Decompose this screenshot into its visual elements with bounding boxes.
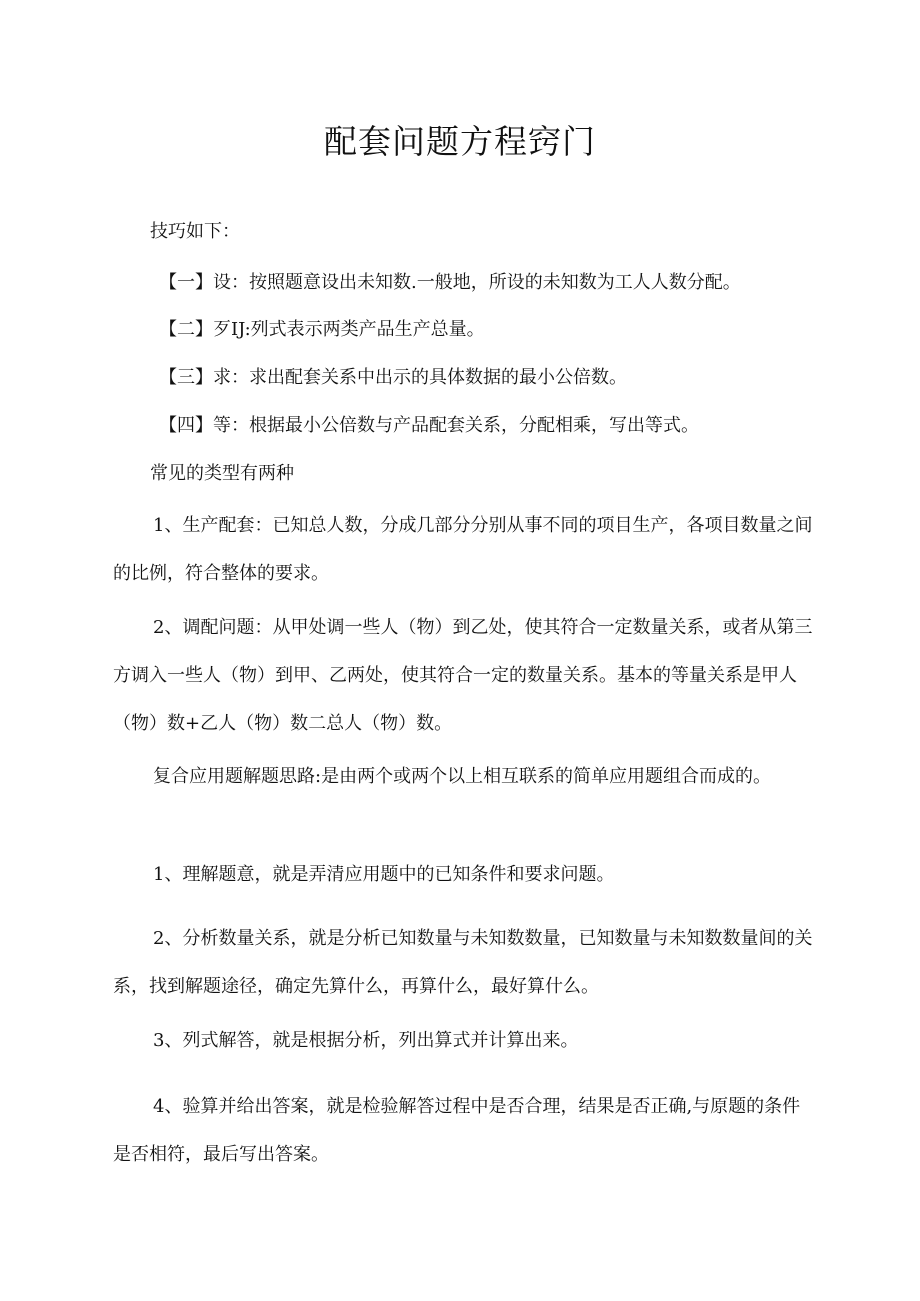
type-2-paragraph: 2、调配问题：从甲处调一些人（物）到乙处，使其符合一定数量关系，或者从第三方调入一些人（物）到甲、乙两处，使其符合一定的数量关系。基本的等量关系是甲人（物）数+乙人（物）数二总人（物）数。 <box>113 617 813 734</box>
document-title: 配套问题方程窍门 <box>324 122 596 161</box>
types-heading: 常见的类型有两种 <box>150 463 294 484</box>
step-2: 【二】歹IJ:列式表示两类产品生产总量。 <box>159 319 485 340</box>
method-3-paragraph: 3、列式解答，就是根据分析，列出算式并计算出来。 <box>153 1030 579 1051</box>
method-1-paragraph: 1、理解题意，就是弄清应用题中的已知条件和要求问题。 <box>153 864 615 885</box>
method-2-paragraph: 2、分析数量关系，就是分析已知数量与未知数数量，已知数量与未知数数量间的关系，找到解题途径，确定先算什么，再算什么，最好算什么。 <box>113 928 813 997</box>
step-3: 【三】求：求出配套关系中出示的具体数据的最小公倍数。 <box>159 367 627 388</box>
method-4-paragraph: 4、验算并给出答案，就是检验解答过程中是否合理，结果是否正确,与原题的条件是否相符，最后写出答案。 <box>113 1096 801 1165</box>
intro-text: 技巧如下： <box>150 221 240 242</box>
step-4: 【四】等：根据最小公倍数与产品配套关系，分配相乘，写出等式。 <box>159 415 699 436</box>
compound-paragraph: 复合应用题解题思路:是由两个或两个以上相互联系的简单应用题组合而成的。 <box>153 766 772 787</box>
type-1-paragraph: 1、生产配套：已知总人数，分成几部分分别从事不同的项目生产，各项目数量之间的比例，符合整体的要求。 <box>113 515 813 584</box>
step-1: 【一】设：按照题意设出未知数.一般地，所设的未知数为工人人数分配。 <box>159 272 741 293</box>
